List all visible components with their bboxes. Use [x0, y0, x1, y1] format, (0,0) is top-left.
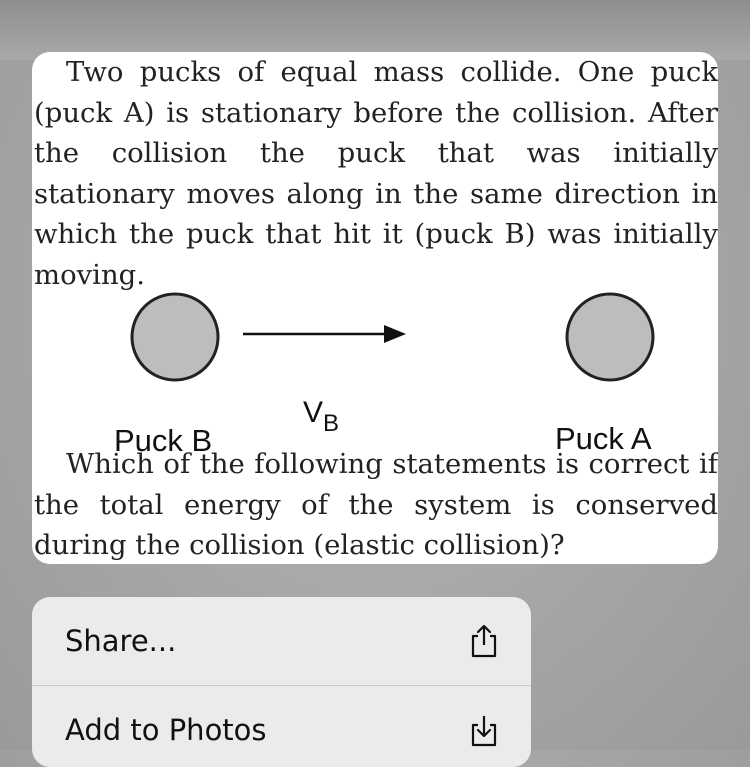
- puck-b-circle: [132, 294, 218, 380]
- share-label: Share...: [65, 624, 177, 658]
- puck-b-label: Puck B: [114, 423, 213, 452]
- problem-paragraph-1: [34, 52, 718, 296]
- blurred-background: [0, 0, 750, 60]
- share-menu-item[interactable]: [32, 597, 531, 685]
- context-menu: [32, 597, 531, 767]
- velocity-label: $V_B$: [303, 396, 340, 437]
- add-to-photos-label: Add to Photos: [65, 713, 267, 747]
- share-icon: [469, 623, 499, 659]
- puck-a-circle: [567, 294, 653, 380]
- problem-paragraph-2: [34, 444, 718, 564]
- problem-text-1: Two pucks of equal mass collide. One puck (puck A) is stationary before the collision. After the collision the puck that was initially stationary moves along in the same direction in which the puck that hit it (puck B) was initially moving.: [34, 56, 718, 291]
- puck-a-label: Puck A: [555, 421, 652, 452]
- collision-diagram: [32, 282, 718, 452]
- image-preview-card: [32, 52, 718, 564]
- problem-text-2: Which of the following statements is correct if the total energy of the system is conserved during the collision (elastic collision)?: [34, 448, 718, 562]
- velocity-arrow-head: [384, 325, 406, 343]
- add-to-photos-icon: [469, 712, 499, 748]
- add-to-photos-menu-item[interactable]: [32, 686, 531, 767]
